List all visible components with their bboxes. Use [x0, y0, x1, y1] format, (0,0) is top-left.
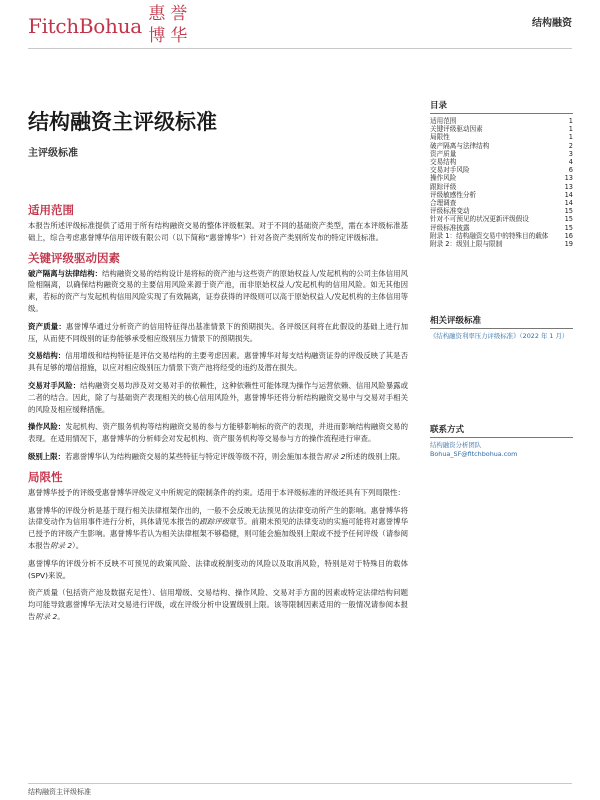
related-criteria-heading: 相关评级标准 — [430, 316, 482, 327]
footer-text: 结构融资主评级标准 — [28, 788, 91, 796]
section-label: 结构融资 — [532, 18, 572, 29]
appendix-reference: 附录 2 — [35, 611, 58, 621]
toc-item-label: 评级标准变动 — [430, 207, 470, 216]
toc-item-page: 13 — [564, 182, 573, 191]
toc-item[interactable] — [430, 224, 573, 232]
seal-char: 华 — [170, 26, 188, 46]
toc-item-label: 操作风险 — [430, 174, 457, 183]
toc-item[interactable] — [430, 240, 573, 248]
driver-text: 所述的级别上限。 — [345, 451, 405, 461]
driver-label: 破产隔离与法律结构： — [28, 268, 103, 278]
driver-text: 结构融资交易的结构设计是将标的资产池与这些资产的原始权益人/发起机构的公司主体信用风险相隔离，以确保结构融资交易的主要信用风险来源于资产池，而非原始权益人/发起机构的信用风险。如无其他因素，若标的资产与发起机构信用风险实现了有效隔离，证券获得的评级则可以高于原始权益人/发起机构的主体信用等级。 — [28, 268, 408, 313]
seal-char: 誉 — [170, 4, 188, 24]
driver-legal-structure — [28, 268, 408, 315]
toc-item[interactable] — [430, 117, 573, 125]
toc-item-page: 15 — [564, 207, 573, 216]
driver-rating-cap — [28, 451, 408, 463]
toc-item[interactable] — [430, 191, 573, 199]
driver-label: 交易结构： — [28, 351, 66, 361]
driver-text: 结构融资交易均涉及对交易对手的依赖性，这种依赖性可能体现为操作与运营依赖、信用风险暴露或二者的结合。因此，除了与基础资产表现相关的核心信用风险外，惠誉博华还将分析结构融资交易中与交易对手相关的风险及相应缓释措施。 — [28, 380, 408, 414]
contact-team: 结构融资分析团队 — [430, 441, 482, 450]
toc-item-label: 局限性 — [430, 133, 450, 142]
toc-item-label: 交易对手风险 — [430, 166, 470, 175]
document-title: 结构融资主评级标准 — [28, 110, 217, 134]
driver-text: 发起机构、资产服务机构等结构融资交易的参与方能够影响标的资产的表现，并进而影响结构融资交易的表现。在适用情况下，惠誉博华的分析师会对发起机构、资产服务机构等交易参与方的操作流程进行审查。 — [28, 422, 408, 444]
contact-heading: 联系方式 — [430, 425, 465, 436]
toc-item-page: 13 — [564, 174, 573, 183]
toc-item[interactable] — [430, 133, 573, 141]
toc-item-page: 15 — [564, 223, 573, 232]
toc-item-page: 1 — [568, 117, 573, 125]
limitations-heading: 局限性 — [28, 469, 63, 484]
toc-item[interactable] — [430, 215, 573, 223]
toc-item[interactable] — [430, 232, 573, 240]
toc-item-label: 针对不可预见的状况更新评级假设 — [430, 215, 529, 224]
toc-item-page: 1 — [568, 125, 573, 134]
toc-item-page: 14 — [564, 199, 573, 208]
logo-text: FitchBohua — [28, 14, 142, 38]
section-reference: 跟踪评级 — [199, 517, 230, 527]
toc-item[interactable] — [430, 158, 573, 166]
toc-item[interactable] — [430, 183, 573, 191]
driver-asset-quality — [28, 321, 408, 345]
driver-label: 操作风险： — [28, 422, 66, 432]
toc-item-label: 附录 1：结构融资交易中的特殊目的载体 — [430, 231, 549, 240]
scope-heading: 适用范围 — [28, 203, 74, 217]
document-subtitle: 主评级标准 — [28, 148, 78, 159]
limitations-paragraph — [28, 587, 408, 622]
appendix-reference: 附录 2 — [323, 451, 346, 461]
toc-item-page: 19 — [564, 240, 573, 249]
footer-divider — [28, 783, 572, 784]
toc-item-label: 关键评级驱动因素 — [430, 125, 483, 134]
toc-item-page: 15 — [564, 215, 573, 224]
related-criteria-link[interactable]: 《结构融资利率压力评级标准》（2022 年 1 月） — [430, 332, 569, 341]
toc-item[interactable] — [430, 125, 573, 133]
seal-char: 博 — [148, 26, 166, 46]
driver-text: 惠誉博华通过分析资产的信用特征得出基准情景下的预期损失。各评级区间将在此假设的基础上进行加压，从而使不同级别的证券能够承受相应级别压力情景下的预期损失。 — [28, 321, 408, 343]
sidebar — [430, 99, 573, 459]
toc-item-page: 1 — [568, 133, 573, 142]
driver-label: 资产质量： — [28, 321, 67, 331]
toc-item-label: 合理调查 — [430, 199, 457, 208]
toc-item[interactable] — [430, 142, 573, 150]
driver-label: 交易对手风险： — [28, 380, 81, 390]
contact-divider — [430, 437, 573, 438]
related-divider — [430, 328, 573, 329]
toc-item-page: 4 — [568, 158, 573, 167]
driver-text: 若惠誉博华认为结构融资交易的某些特征与特定评级等级不符，则会施加本报告 — [64, 451, 324, 461]
driver-counterparty-risk — [28, 380, 408, 415]
toc-item-label: 评级标准披露 — [430, 223, 470, 232]
toc-item-page: 3 — [568, 149, 573, 158]
seal-char: 惠 — [148, 4, 166, 24]
toc-item[interactable] — [430, 174, 573, 182]
table-of-contents — [430, 117, 573, 248]
toc-item-label: 破产隔离与法律结构 — [430, 141, 490, 150]
limitations-paragraph — [28, 505, 408, 552]
text-span: 。 — [57, 611, 65, 621]
limitations-paragraph: 惠誉博华的评级分析不反映不可预见的政策风险、法律或税制变动的风险以及取消风险，特别是对于特殊目的载体(SPV)来说。 — [28, 558, 408, 580]
toc-item-page: 14 — [564, 190, 573, 199]
company-logo — [28, 6, 190, 46]
contact-email-link[interactable]: Bohua_SF@fitchbohua.com — [430, 450, 518, 459]
limitations-paragraph: 惠誉博华授予的评级受惠誉博华评级定义中所规定的限制条件的约束。适用于本评级标准的评级还具有下列局限性： — [28, 487, 405, 497]
toc-item-page: 6 — [568, 166, 573, 175]
toc-divider — [430, 113, 573, 114]
header-divider — [28, 48, 572, 49]
toc-item-label: 附录 2：级别上限与限制 — [430, 240, 503, 249]
toc-item-label: 跟踪评级 — [430, 182, 457, 191]
text-span: 章节。前期未预见的法律变动的实施可能将对惠誉博华已授予的评级产生影响。惠誉博华若认为相关法律框架不够稳健，则可能会施加级别上限或不授予任何评级（请参阅本报告 — [28, 517, 408, 550]
toc-item-label: 适用范围 — [430, 117, 457, 125]
logo-seal — [146, 4, 190, 48]
driver-transaction-structure — [28, 350, 408, 374]
driver-text: 信用增级和结构特征是评估交易结构的主要考虑因素。惠誉博华对每支结构融资证券的评级反映了其是否具有足够的增信措施，以应对相应级别压力情景下资产池将经受的违约及潜在损失。 — [28, 351, 408, 373]
toc-heading: 目录 — [430, 101, 448, 111]
toc-item-page: 16 — [564, 231, 573, 240]
toc-item[interactable] — [430, 150, 573, 158]
toc-item-label: 评级敏感性分析 — [430, 190, 477, 199]
toc-item-page: 2 — [568, 141, 573, 150]
toc-item[interactable] — [430, 199, 573, 207]
driver-label: 级别上限： — [28, 451, 65, 461]
text-span: 资产质量（包括资产池及数据充足性）、信用增级、交易结构、操作风险、交易对手方面的因素或特定法律结构问题均可能导致惠誉博华无法对交易进行评级，或在评级分析中设置级别上限。该等限制因素适用的一般情况请参阅本报告 — [28, 588, 408, 621]
text-span: 惠誉博华的评级分析是基于现行相关法律框架作出的，一般不会反映无法预见的法律变动所产生的影响。惠誉博华将法律变动作为信用事件进行分析，具体请见本报告的 — [28, 505, 408, 527]
appendix-reference: 附录 2 — [50, 540, 73, 550]
toc-item-label: 资产质量 — [430, 149, 457, 158]
driver-operational-risk — [28, 421, 408, 445]
main-content — [28, 202, 408, 629]
text-span: ）。 — [72, 540, 84, 550]
scope-paragraph: 本报告所述评级标准提供了适用于所有结构融资交易的整体评级框架。对于不同的基础资产类型，需在本评级标准基础上，综合考虑惠誉博华信用评级有限公司（以下简称“惠誉博华”）针对各资产类别所发布的特定评级标准。 — [28, 221, 408, 242]
toc-item-label: 交易结构 — [430, 158, 457, 167]
drivers-heading: 关键评级驱动因素 — [28, 250, 120, 265]
